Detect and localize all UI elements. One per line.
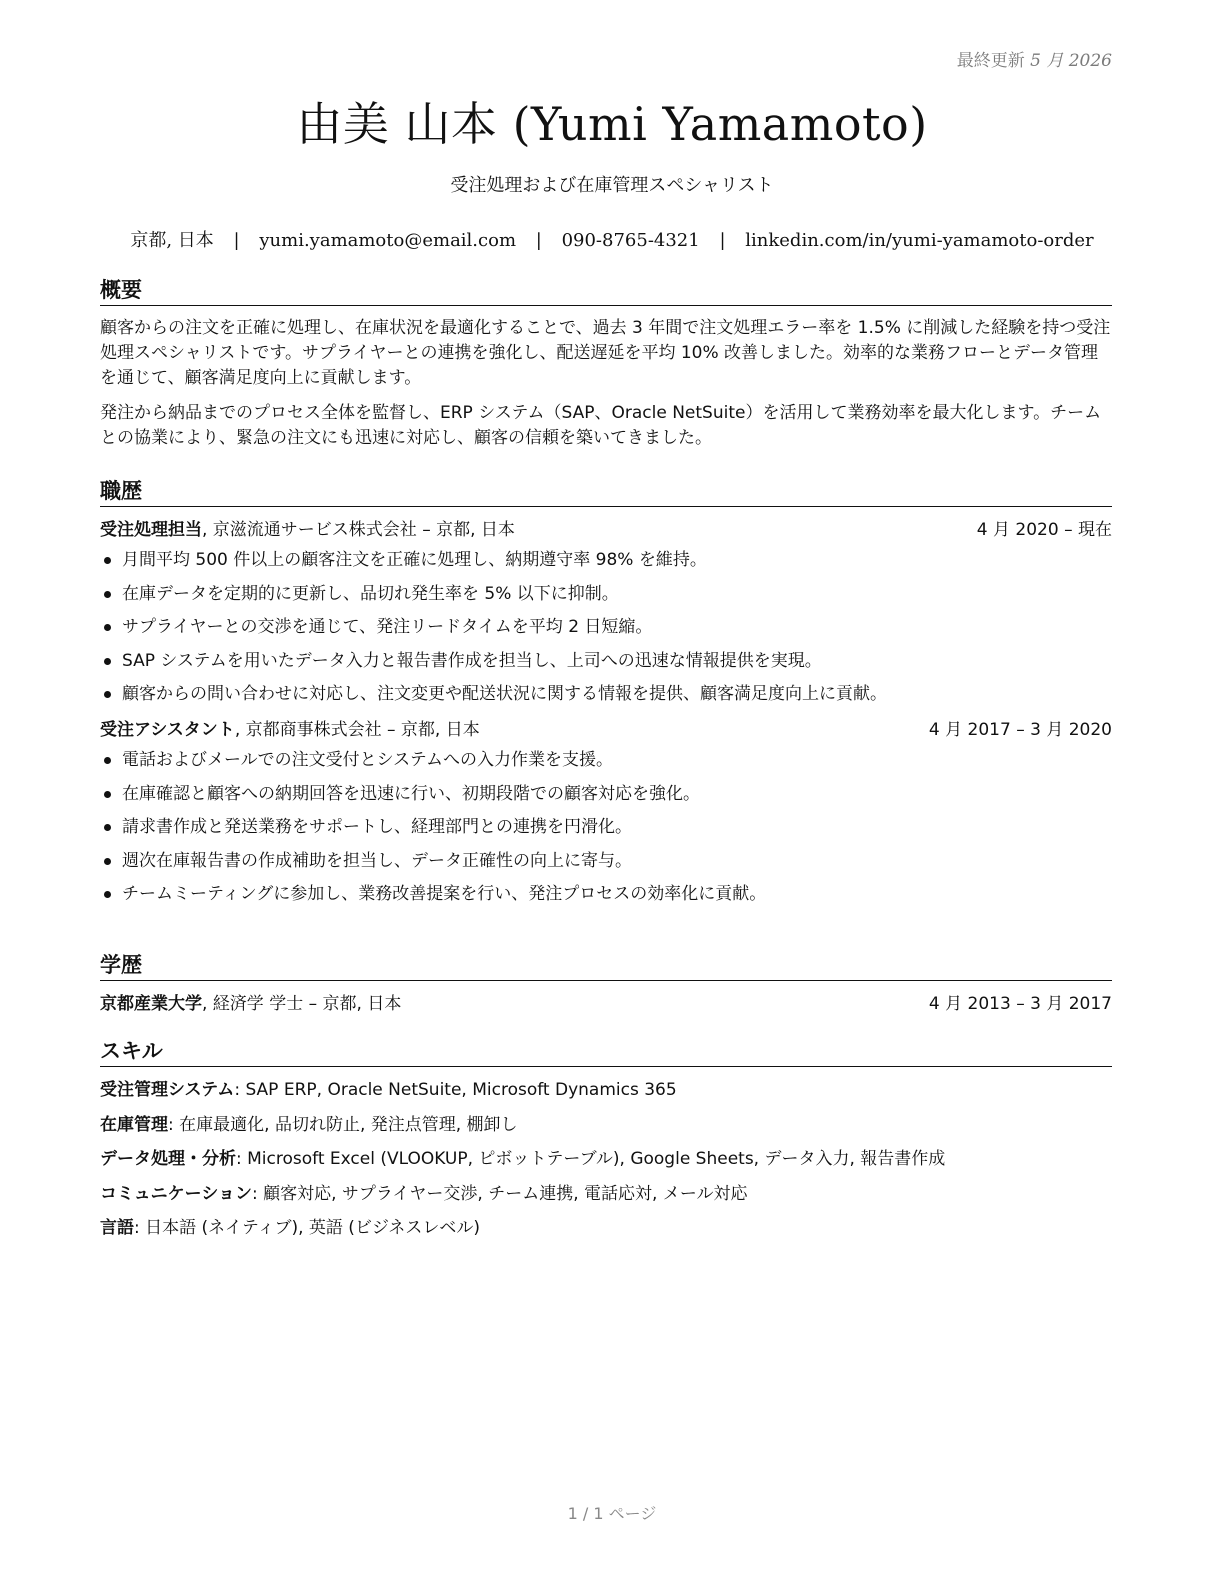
job-role: 受注処理担当 xyxy=(100,520,202,540)
job-bullets xyxy=(100,547,1112,707)
job-dates: 4 月 2020 – 現在 xyxy=(976,520,1112,540)
section-title-education: 学歴 xyxy=(100,952,1112,981)
skill-line xyxy=(100,1146,1112,1172)
list-item: サプライヤーとの交渉を通じて、発注リードタイムを平均 2 日短縮。 xyxy=(100,614,1112,640)
job-header xyxy=(100,717,1112,743)
education-school-degree xyxy=(100,991,401,1017)
list-item: 顧客からの問い合わせに対応し、注文変更や配送状況に関する情報を提供、顧客満足度向上に貢献。 xyxy=(100,681,1112,707)
job-bullets xyxy=(100,747,1112,907)
job-header xyxy=(100,517,1112,543)
job-dates: 4 月 2017 – 3 月 2020 xyxy=(928,720,1112,740)
contact-email[interactable]: yumi.yamamoto@email.com xyxy=(259,230,517,251)
contact-phone[interactable]: 090-8765-4321 xyxy=(561,230,700,251)
section-title-summary: 概要 xyxy=(100,277,1112,306)
skill-label: データ処理・分析 xyxy=(100,1149,236,1169)
job-entry xyxy=(100,517,1112,707)
job-company: , 京都商事株式会社 – 京都, 日本 xyxy=(234,720,480,740)
skill-label: 受注管理システム xyxy=(100,1080,235,1100)
section-title-experience: 職歴 xyxy=(100,478,1112,507)
skill-line xyxy=(100,1112,1112,1138)
skill-label: 在庫管理 xyxy=(100,1114,168,1135)
list-item: SAP システムを用いたデータ入力と報告書作成を担当し、上司への迅速な情報提供を実現。 xyxy=(100,648,1112,674)
list-item: 在庫確認と顧客への納期回答を迅速に行い、初期段階での顧客対応を強化。 xyxy=(100,781,1112,807)
last-updated-date: 5 月 2026 xyxy=(1030,51,1112,71)
job-role: 受注アシスタント xyxy=(100,720,235,740)
job-role-company xyxy=(100,517,515,543)
education-section xyxy=(100,952,1112,1017)
list-item: 月間平均 500 件以上の顧客注文を正確に処理し、納期遵守率 98% を維持。 xyxy=(100,547,1112,573)
list-item: 週次在庫報告書の作成補助を担当し、データ正確性の向上に寄与。 xyxy=(100,848,1112,874)
job-company: , 京滋流通サービス株式会社 – 京都, 日本 xyxy=(202,520,515,540)
page-number: 1 / 1 ページ xyxy=(567,1504,657,1523)
section-title-skills: スキル xyxy=(100,1038,1112,1067)
skills-section xyxy=(100,1038,1112,1250)
contact-line xyxy=(0,226,1224,252)
summary-paragraph-1: 顧客からの注文を正確に処理し、在庫状況を最適化することで、過去 3 年間で注文処理エラー率を 1.5% に削減した経験を持つ受注処理スペシャリストです。サプライヤーとの連携を強化し、配送遅延を平均 10% 改善しました。効率的な業務フローとデータ管理を通じて、顧客満足度向上に貢献します。 xyxy=(100,318,1111,388)
last-updated-label: 最終更新 xyxy=(956,51,1025,71)
skill-value: : 顧客対応, サプライヤー交渉, チーム連携, 電話応対, メール対応 xyxy=(251,1183,748,1204)
skill-value: : 日本語 (ネイティブ), 英語 (ビジネスレベル) xyxy=(134,1218,481,1238)
experience-section xyxy=(100,478,1112,915)
summary-section xyxy=(100,277,1112,461)
summary-paragraph-2: 発注から納品までのプロセス全体を監督し、ERP システム（SAP、Oracle NetSuite）を活用して業務効率を最大化します。チームとの協業により、緊急の注文にも迅速に対応し、顧客の信頼を築いてきました。 xyxy=(100,403,1102,448)
skill-label: コミュニケーション xyxy=(100,1183,252,1204)
skill-value: : Microsoft Excel (VLOOKUP, ピボットテーブル), Google Sheets, データ入力, 報告書作成 xyxy=(236,1149,946,1169)
skill-value: : SAP ERP, Oracle NetSuite, Microsoft Dynamics 365 xyxy=(234,1080,677,1100)
resume-name: 由美 山本 (Yumi Yamamoto) xyxy=(296,97,928,151)
last-updated xyxy=(957,46,1112,71)
list-item: 電話およびメールでの注文受付とシステムへの入力作業を支援。 xyxy=(100,747,1112,773)
education-dates: 4 月 2013 – 3 月 2017 xyxy=(928,994,1112,1014)
education-school: 京都産業大学 xyxy=(100,994,202,1014)
education-entry xyxy=(100,991,1112,1017)
resume-subtitle: 受注処理および在庫管理スペシャリスト xyxy=(450,175,774,196)
skill-label: 言語 xyxy=(100,1218,134,1238)
skill-line xyxy=(100,1077,1112,1103)
skill-value: : 在庫最適化, 品切れ防止, 発注点管理, 棚卸し xyxy=(168,1114,518,1135)
list-item: チームミーティングに参加し、業務改善提案を行い、発注プロセスの効率化に貢献。 xyxy=(100,881,1112,907)
contact-location: 京都, 日本 xyxy=(130,230,214,251)
education-degree: , 経済学 学士 – 京都, 日本 xyxy=(202,994,402,1014)
skill-line xyxy=(100,1215,1112,1241)
contact-separator: | xyxy=(233,230,240,251)
contact-separator: | xyxy=(719,230,726,251)
skill-line xyxy=(100,1181,1112,1207)
list-item: 請求書作成と発送業務をサポートし、経理部門との連携を円滑化。 xyxy=(100,814,1112,840)
contact-linkedin[interactable]: linkedin.com/in/yumi-yamamoto-order xyxy=(745,230,1094,251)
job-entry xyxy=(100,717,1112,907)
contact-separator: | xyxy=(535,230,542,251)
list-item: 在庫データを定期的に更新し、品切れ発生率を 5% 以下に抑制。 xyxy=(100,581,1112,607)
job-role-company xyxy=(100,717,480,743)
